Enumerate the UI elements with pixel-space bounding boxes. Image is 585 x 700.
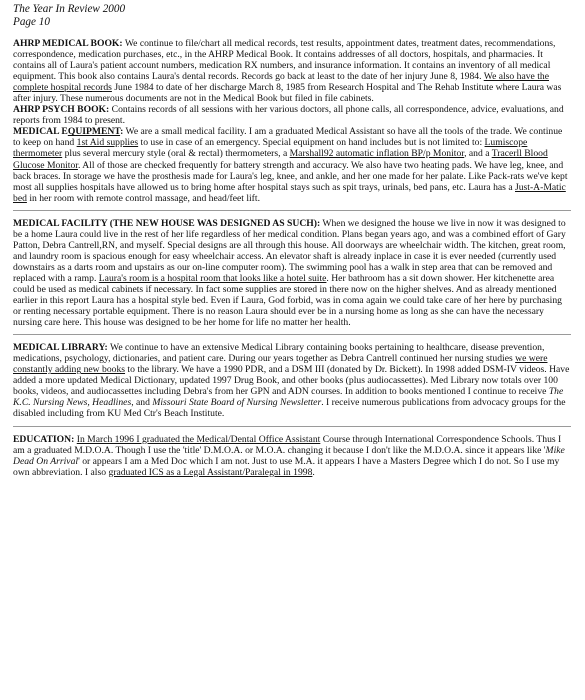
section-medical-facility [13, 218, 571, 328]
italic-text: Missouri State Board of Nursing Newsletter [152, 397, 322, 409]
body-text: . Her bathroom has a sit down shower. Her kitchenette area could be used as medical cabinets if necessary. In fact some supplies are stored in there now on the higher shelves. And as already mentioned earlier in this report Laura has a hospital style bed. Even if Laura, God forbid, was in coma again we could take care of her here by purchasing or renting necessary portable equipment. There is no reason Laura should ever be in a nursing home as long as she can have the necessary nursing care here. This house was designed to be her home for life no matter her health. [13, 272, 562, 329]
section-medical-library [13, 342, 571, 419]
body-text: . All of those are checked frequently for battery strength and accuracy. We also have two heating pads. We have leg, knee, and back braces. In storage we have the prosthesis made for Laura's leg, knee, and ankle, and her one made for her palate. Like Pack-rats we've kept most all supplies hospitals have allowed us to bring home after hospital stays such as spit trays, urinals, bed pans, etc. Laura has a [13, 159, 568, 193]
page-number: Page 10 [13, 15, 50, 28]
body-text: , and a [464, 148, 492, 160]
body-text: When we designed the house we live in now it was designed to be a home Laura could live in the rest of her life regardless of her medical condition. Plans began years ago, and was a combined effort of Gary Patton, Debra Cantrell,RN, and myself. Special designs are all through this house. All doorways are wheelchair width. The kitchen, great room, and laundry room is spacious enough for easy wheelchair access. An elevator shaft is already inplace in case it is ever needed (currently used downstairs as a darts room and upstairs as our on-line computer room). The swimming pool has a walk in step area that can be removed and replaced with a ramp. [13, 217, 566, 284]
section-divider [13, 334, 571, 335]
heading-part: MEDICAL E [13, 126, 68, 138]
section-heading [13, 126, 123, 137]
section-heading: AHRP PSYCH BOOK: [13, 104, 110, 116]
heading-part: QUIPMENT [67, 126, 121, 138]
section-divider [13, 210, 571, 211]
underlined-text: Marshall92 automatic inflation BP/p Monitor [289, 148, 465, 160]
section-ahrp-medical-book [13, 38, 571, 104]
spacer [13, 28, 571, 38]
body-text: We continue to have an extensive Medical Library containing books pertaining to healthcare, disease prevention, medications, psychology, dictionaries, and patient care. During our years together as Debra Cantrell continued her nursing studies [13, 342, 545, 365]
underlined-text: Just-A-Matic bed [13, 181, 566, 204]
italic-text: Mike Dead On Arrival [13, 444, 565, 467]
underlined-text: Tracerll Blood Glucose Monitor [13, 148, 548, 171]
body-text: . I receive numerous publications from advocacy groups for the disabled including from KU Med Ctr's Beach Institute. [13, 397, 566, 420]
underlined-text: 1st Aid supplies [76, 137, 139, 149]
body-text: to the library. We have a 1990 PDR, and a DSM III (donated by Dr. Bickett). In 1998 added DSM-IV videos. Have added a more updated Medical Dictionary, updated 1997 Drug Book, and other books (plus audiocassettes). Med Library now totals over 100 books, videos, and audiocassettes including Debra's from her GPN and ADN courses. In addition to books mentioned I continue to receive [13, 364, 570, 398]
body-text: , and [131, 397, 153, 409]
body-text: June 1984 to date of her discharge March 8, 1985 from Research Hospital and The Rehab Institute where Laura was after injury. These numerous documents are not in the Medical Book but filed in file cabinets. [13, 82, 562, 105]
body-text: We continue to file/chart all medical records, test results, appointment dates, treatment dates, recommendations, correspondence, medication purchases, etc., in the AHRP Medical Book. It contains addresses of all doctors, hospitals, and pharmacies. It contains all of Laura's patient account numbers, medication RX numbers, and insurance information. It contains an inventory of all medical equipment. This book also contains Laura's dental records. Records go back at least to the date of her injury June 8, 1984. [13, 38, 556, 83]
section-education [13, 434, 571, 478]
section-medical-equipment [13, 126, 571, 203]
body-text: to use in case of an emergency. Special equipment on hand includes but is not limited to: [138, 137, 485, 149]
section-heading: AHRP MEDICAL BOOK: [13, 38, 123, 49]
underlined-text: We also have the complete hospital records [13, 71, 549, 94]
body-text: in her room with remote control massage, and head/feet lift. [26, 192, 260, 204]
underlined-text: we were constantly adding new books [13, 353, 548, 376]
body-text: Course through International Correspondence Schools. Thus I am a graduated M.D.O.A. Though I use the 'title' D.M.O.A. or M.O.A. changing it because I don't like the M.D.O.A. since it appears like ' [13, 433, 562, 456]
underlined-text: In March 1996 I graduated the Medical/Dental Office Assistant [76, 433, 321, 445]
body-text: Contains records of all sessions with her various doctors, all phone calls, all correspondence, advice, evaluations, and reports from 1984 to present. [13, 104, 564, 127]
body-text: ' or appears I am a Med Doc which I am not. Just to use M.A. it appears I have a Masters Degree which I do not. So I use my own abbreviation. I also [13, 455, 560, 478]
section-heading: MEDICAL FACILITY (THE NEW HOUSE WAS DESIGNED AS SUCH): [13, 217, 321, 229]
italic-text: The K.C. Nursing News, Headlines [13, 386, 564, 409]
page-header [13, 3, 571, 28]
section-heading: MEDICAL LIBRARY: [13, 342, 108, 354]
newsletter-title: The Year In Review 2000 [13, 3, 126, 15]
underlined-text: Lumiscope thermometer [13, 137, 528, 160]
section-ahrp-psych-book [13, 104, 571, 126]
heading-part: : [120, 126, 124, 138]
underlined-text: Laura's room is a hospital room that looks like a hotel suite [98, 272, 327, 284]
section-heading: EDUCATION: [13, 433, 75, 445]
section-divider [13, 426, 571, 427]
body-text: . [312, 466, 315, 478]
body-text: plus several mercury style (oral & rectal) thermometers, a [62, 148, 290, 160]
body-text: We are a small medical facility. I am a graduated Medical Assistant so have all the tools of the trade. We continue to keep on hand [13, 126, 563, 149]
underlined-text: graduated ICS as a Legal Assistant/Paralegal in 1998 [108, 466, 313, 478]
